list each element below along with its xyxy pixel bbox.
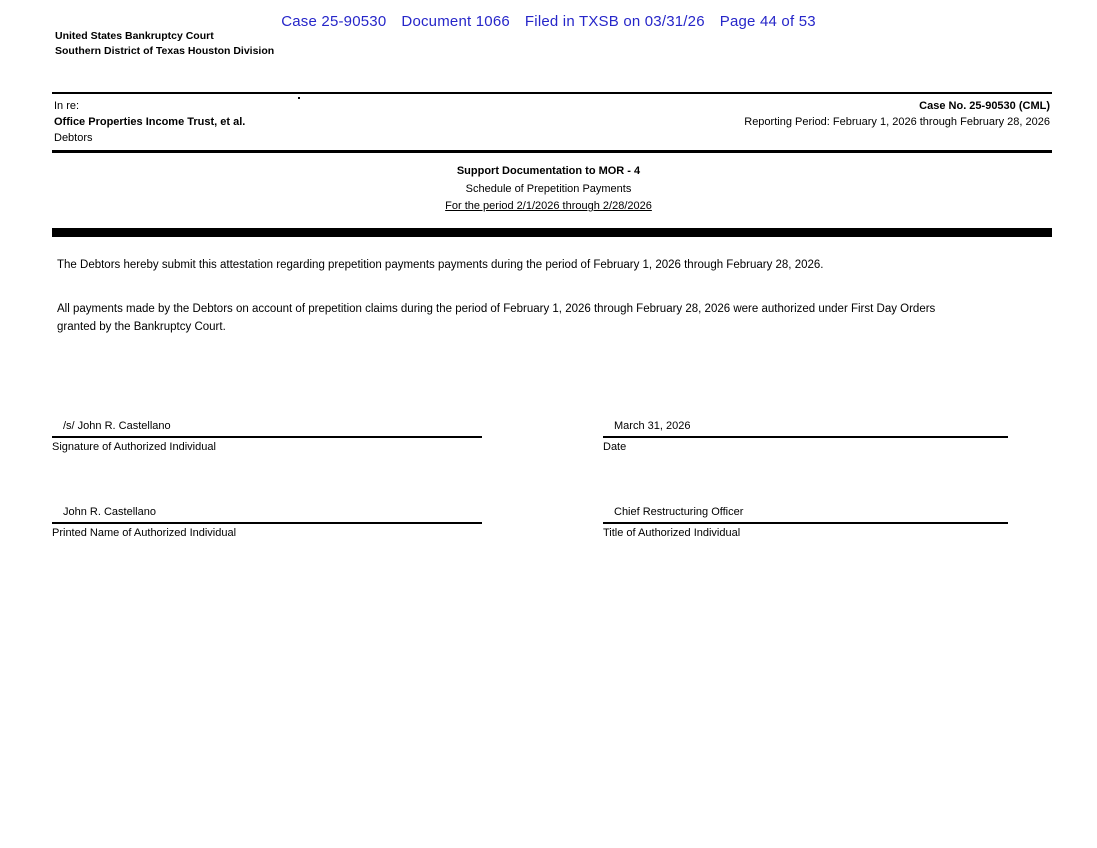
title-line-2: Schedule of Prepetition Payments (465, 182, 632, 195)
title-block-signature (603, 506, 1008, 539)
debtor-name: Office Properties Income Trust, et al. (54, 116, 246, 128)
court-division: Southern District of Texas Houston Division (55, 45, 275, 57)
document-title-block (0, 163, 1097, 216)
in-re-label: In re: (54, 100, 80, 112)
printed-name-block (52, 506, 482, 539)
court-name: United States Bankruptcy Court (55, 30, 214, 42)
case-header (52, 92, 1052, 153)
date-block (603, 420, 1008, 453)
case-header-left (54, 98, 245, 146)
date-value: March 31, 2026 (603, 420, 1008, 438)
signature-label: Signature of Authorized Individual (52, 441, 216, 453)
stamp-page-number: Page 44 of 53 (719, 13, 816, 30)
debtors-label: Debtors (54, 132, 93, 144)
attestation-paragraph: The Debtors hereby submit this attestation regarding prepetition payments payments during the period of February 1, 2026 through February 28, 2026. (57, 259, 824, 271)
signature-block (52, 420, 482, 453)
printed-name-value: John R. Castellano (52, 506, 482, 524)
stamp-document-number: Document 1066 (401, 13, 510, 30)
date-label: Date (603, 441, 627, 453)
court-name-block (55, 29, 274, 59)
printed-name-label: Printed Name of Authorized Individual (52, 527, 237, 539)
authorization-paragraph-line-2: granted by the Bankruptcy Court. (57, 321, 226, 333)
case-header-right (744, 98, 1050, 146)
title-line-3: For the period 2/1/2026 through 2/28/2026 (445, 200, 652, 212)
stamp-filed-date: Filed in TXSB on 03/31/26 (524, 13, 705, 30)
title-label: Title of Authorized Individual (603, 527, 741, 539)
authorization-paragraph-line-1: All payments made by the Debtors on account of prepetition claims during the period of February 1, 2026 through February 28, 2026 were authorized under First Day Orders (57, 303, 936, 315)
title-line-1: Support Documentation to MOR - 4 (456, 165, 641, 177)
signature-value: /s/ John R. Castellano (52, 420, 482, 438)
reporting-period: Reporting Period: February 1, 2026 through February 28, 2026 (744, 116, 1050, 128)
title-value: Chief Restructuring Officer (603, 506, 1008, 524)
authorization-paragraph (57, 300, 1057, 336)
separator-bar (52, 228, 1052, 237)
filing-stamp (0, 13, 1097, 30)
case-number: Case No. 25-90530 (CML) (919, 100, 1050, 112)
stamp-case-number: Case 25-90530 (281, 13, 387, 30)
